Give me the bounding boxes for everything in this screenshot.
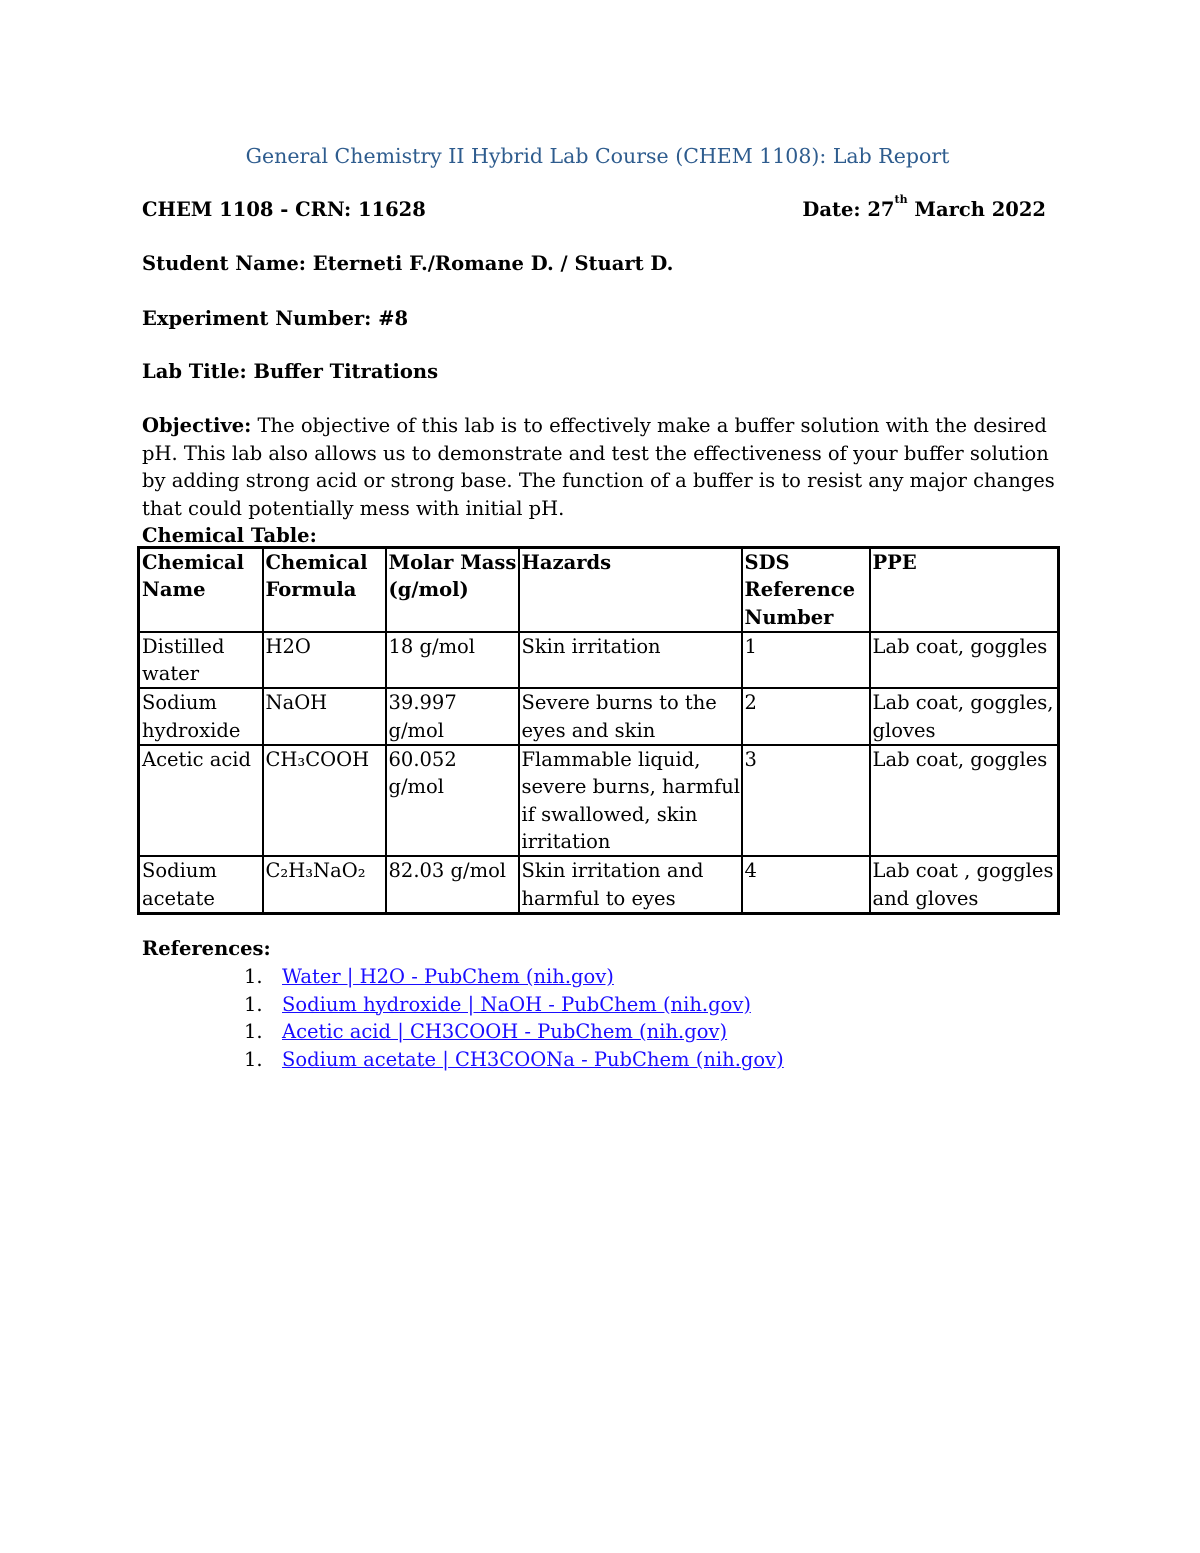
cell-sds: 1 [742, 632, 870, 689]
cell-mass: 60.052 g/mol [386, 745, 519, 856]
table-row [139, 632, 1059, 689]
cell-sds: 4 [742, 856, 870, 913]
cell-hazards: Skin irritation [519, 632, 742, 689]
cell-name: Acetic acid [139, 745, 263, 856]
cell-hazards: Skin irritation and harmful to eyes [519, 856, 742, 913]
lab-title: Lab Title: Buffer Titrations [142, 360, 439, 383]
header-hazards: Hazards [519, 548, 742, 632]
references-title: References: [142, 937, 271, 960]
cell-formula: C₂H₃NaO₂ [263, 856, 386, 913]
reference-link-water[interactable]: Water | H2O - PubChem (nih.gov) [282, 965, 614, 988]
cell-hazards: Severe burns to the eyes and skin [519, 688, 742, 745]
chemical-table-title: Chemical Table: [142, 524, 317, 547]
reference-link-sodium-hydroxide[interactable]: Sodium hydroxide | NaOH - PubChem (nih.gov) [282, 992, 751, 1016]
cell-ppe: Lab coat, goggles [870, 745, 1059, 856]
cell-name: Distilled water [139, 632, 263, 689]
cell-mass: 18 g/mol [386, 632, 519, 689]
report-title: General Chemistry II Hybrid Lab Course (CHEM 1108): Lab Report [245, 144, 950, 168]
table-row [139, 856, 1059, 913]
reference-number: 1. [244, 992, 263, 1016]
reference-link-sodium-acetate[interactable]: Sodium acetate | CH3COONa - PubChem (nih.gov) [282, 1047, 784, 1071]
table-row [139, 745, 1059, 856]
cell-ppe: Lab coat, goggles, gloves [870, 688, 1059, 745]
cell-ppe: Lab coat , goggles and gloves [870, 856, 1059, 913]
reference-item [244, 963, 784, 991]
reference-number: 1. [244, 1047, 263, 1071]
header-ppe: PPE [870, 548, 1059, 632]
cell-name: Sodium hydroxide [139, 688, 263, 745]
cell-hazards: Flammable liquid, severe burns, harmful if swallowed, skin irritation [519, 745, 742, 856]
student-name: Student Name: Eterneti F./Romane D. / Stuart D. [142, 252, 674, 275]
references-list [244, 963, 784, 1073]
cell-mass: 39.997 g/mol [386, 688, 519, 745]
cell-ppe: Lab coat, goggles [870, 632, 1059, 689]
table-row [139, 688, 1059, 745]
header-chemical-name: Chemical Name [139, 548, 263, 632]
cell-formula: CH₃COOH [263, 745, 386, 856]
cell-formula: NaOH [263, 688, 386, 745]
date-suffix: March 2022 [907, 198, 1046, 221]
date-prefix: Date: 27 [802, 198, 895, 221]
cell-sds: 2 [742, 688, 870, 745]
header-sds-reference: SDS Reference Number [742, 548, 870, 632]
cell-mass: 82.03 g/mol [386, 856, 519, 913]
chemical-table [137, 546, 1060, 915]
cell-sds: 3 [742, 745, 870, 856]
cell-formula: H2O [263, 632, 386, 689]
cell-name: Sodium acetate [139, 856, 263, 913]
experiment-number: Experiment Number: #8 [142, 307, 409, 330]
report-date [802, 193, 1046, 224]
reference-item [244, 1046, 784, 1074]
table-header-row [139, 548, 1059, 632]
course-crn: CHEM 1108 - CRN: 11628 [142, 198, 426, 221]
reference-number: 1. [244, 1020, 263, 1044]
objective-paragraph [142, 412, 1067, 550]
header-chemical-formula: Chemical Formula [263, 548, 386, 632]
header-molar-mass: Molar Mass (g/mol) [386, 548, 519, 632]
date-superscript: th [894, 193, 908, 206]
reference-number: 1. [244, 965, 263, 988]
reference-item [244, 1018, 784, 1046]
objective-label: Objective: [142, 414, 252, 437]
reference-link-acetic-acid[interactable]: Acetic acid | CH3COOH - PubChem (nih.gov) [282, 1020, 728, 1044]
objective-text: The objective of this lab is to effectively make a buffer solution with the desired pH. This lab also allows us to demonstrate and test the effectiveness of your buffer solution by adding strong acid or strong base. The function of a buffer is to resist any major changes that could potentially mess with initial pH. [142, 414, 1055, 520]
reference-item [244, 991, 784, 1019]
